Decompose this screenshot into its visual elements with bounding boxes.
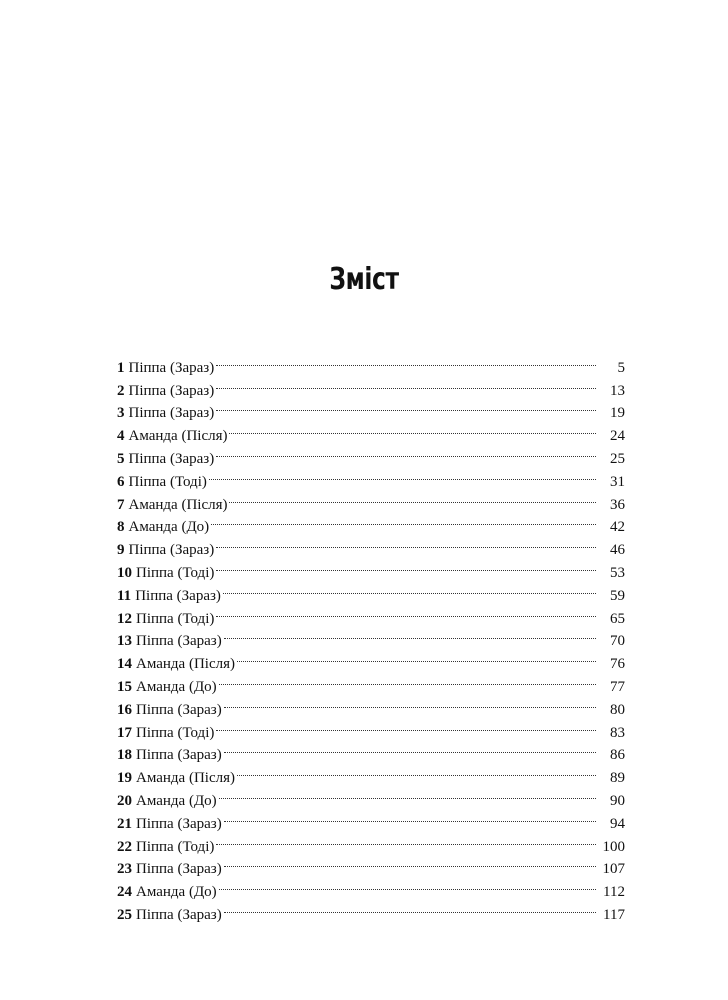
- chapter-title: Піппа (Зараз): [128, 450, 215, 467]
- chapter-number: 16: [117, 701, 132, 718]
- dot-leader: [237, 759, 596, 782]
- chapter-number: 20: [117, 792, 132, 809]
- chapter-number: 22: [117, 838, 132, 855]
- chapter-number: 19: [117, 770, 132, 787]
- page-number: 25: [610, 450, 625, 467]
- page-number: 36: [610, 496, 625, 513]
- chapter-title: Піппа (Зараз): [136, 815, 222, 832]
- page-number: 107: [602, 861, 625, 878]
- chapter-number: 13: [117, 633, 132, 650]
- chapter-title: Аманда (Після): [128, 496, 228, 513]
- chapter-number: 1: [117, 359, 125, 376]
- dot-leader: [237, 645, 596, 668]
- dot-leader: [216, 531, 596, 554]
- dot-leader: [219, 873, 596, 896]
- page-number: 19: [610, 405, 625, 422]
- page-number: 77: [610, 678, 625, 695]
- page-number: 100: [602, 838, 625, 855]
- dot-leader: [216, 395, 596, 418]
- chapter-number: 2: [117, 382, 125, 399]
- page-title: Зміст: [329, 262, 399, 297]
- chapter-title: Аманда (До): [136, 678, 217, 695]
- dot-leader: [219, 782, 596, 805]
- dot-leader: [224, 851, 596, 874]
- page-number: 86: [610, 747, 625, 764]
- page-number: 89: [610, 770, 625, 787]
- dot-leader: [216, 828, 596, 851]
- chapter-number: 5: [117, 450, 125, 467]
- chapter-title: Піппа (Зараз): [136, 701, 222, 718]
- chapter-number: 7: [117, 496, 125, 513]
- page-number: 70: [610, 633, 625, 650]
- dot-leader: [229, 486, 596, 509]
- chapter-title: Піппа (Зараз): [136, 747, 222, 764]
- page-number: 59: [610, 587, 625, 604]
- page-number: 83: [610, 724, 625, 741]
- page-number: 94: [610, 815, 625, 832]
- dot-leader: [224, 805, 596, 828]
- dot-leader: [224, 691, 596, 714]
- page-number: 5: [617, 359, 625, 376]
- chapter-number: 15: [117, 678, 132, 695]
- page-number: 42: [610, 519, 625, 536]
- dot-leader: [224, 896, 596, 919]
- page-number: 46: [610, 542, 625, 559]
- chapter-number: 17: [117, 724, 132, 741]
- page-number: 76: [610, 656, 625, 673]
- page-number: 53: [610, 564, 625, 581]
- chapter-title: Піппа (Тоді): [136, 724, 215, 741]
- chapter-title: Піппа (Тоді): [128, 473, 207, 490]
- chapter-number: 18: [117, 747, 132, 764]
- chapter-number: 6: [117, 473, 125, 490]
- chapter-number: 12: [117, 610, 132, 627]
- chapter-number: 23: [117, 861, 132, 878]
- dot-leader: [216, 554, 596, 577]
- chapter-title: Піппа (Тоді): [136, 564, 215, 581]
- chapter-number: 24: [117, 884, 132, 901]
- dot-leader: [224, 737, 596, 760]
- chapter-number: 8: [117, 519, 125, 536]
- chapter-title: Аманда (До): [136, 884, 217, 901]
- page-number: 65: [610, 610, 625, 627]
- chapter-title: Аманда (Після): [136, 656, 235, 673]
- chapter-title: Аманда (До): [136, 792, 217, 809]
- chapter-title: Аманда (Після): [136, 770, 235, 787]
- chapter-number: 10: [117, 564, 132, 581]
- chapter-number: 25: [117, 906, 132, 923]
- page-number: 112: [603, 884, 625, 901]
- dot-leader: [211, 509, 596, 532]
- chapter-title: Піппа (Зараз): [136, 861, 222, 878]
- chapter-number: 9: [117, 542, 125, 559]
- chapter-title: Піппа (Зараз): [128, 542, 215, 559]
- chapter-title: Піппа (Зараз): [136, 633, 222, 650]
- chapter-title: Піппа (Зараз): [128, 405, 215, 422]
- chapter-title: Аманда (До): [128, 519, 210, 536]
- page-number: 31: [610, 473, 625, 490]
- chapter-title: Піппа (Зараз): [136, 906, 222, 923]
- chapter-number: 11: [117, 587, 132, 604]
- chapter-number: 4: [117, 428, 125, 445]
- page-number: 24: [610, 428, 625, 445]
- dot-leader: [216, 600, 596, 623]
- toc-entry[interactable]: [117, 349, 625, 376]
- chapter-number: 14: [117, 656, 132, 673]
- dot-leader: [216, 714, 596, 737]
- chapter-title: Аманда (Після): [128, 428, 228, 445]
- page-number: 90: [610, 792, 625, 809]
- dot-leader: [216, 349, 596, 372]
- chapter-number: 3: [117, 405, 125, 422]
- chapter-title: Піппа (Тоді): [136, 838, 215, 855]
- dot-leader: [229, 417, 596, 440]
- chapter-title: Піппа (Зараз): [135, 587, 221, 604]
- dot-leader: [216, 372, 596, 395]
- chapter-title: Піппа (Зараз): [128, 382, 215, 399]
- page-number: 117: [603, 906, 625, 923]
- page-number: 80: [610, 701, 625, 718]
- chapter-title: Піппа (Зараз): [128, 359, 215, 376]
- dot-leader: [216, 440, 596, 463]
- chapter-number: 21: [117, 815, 132, 832]
- dot-leader: [209, 463, 596, 486]
- page-number: 13: [610, 382, 625, 399]
- dot-leader: [223, 577, 596, 600]
- dot-leader: [219, 668, 596, 691]
- dot-leader: [224, 623, 596, 646]
- table-of-contents: [117, 349, 625, 923]
- chapter-title: Піппа (Тоді): [136, 610, 215, 627]
